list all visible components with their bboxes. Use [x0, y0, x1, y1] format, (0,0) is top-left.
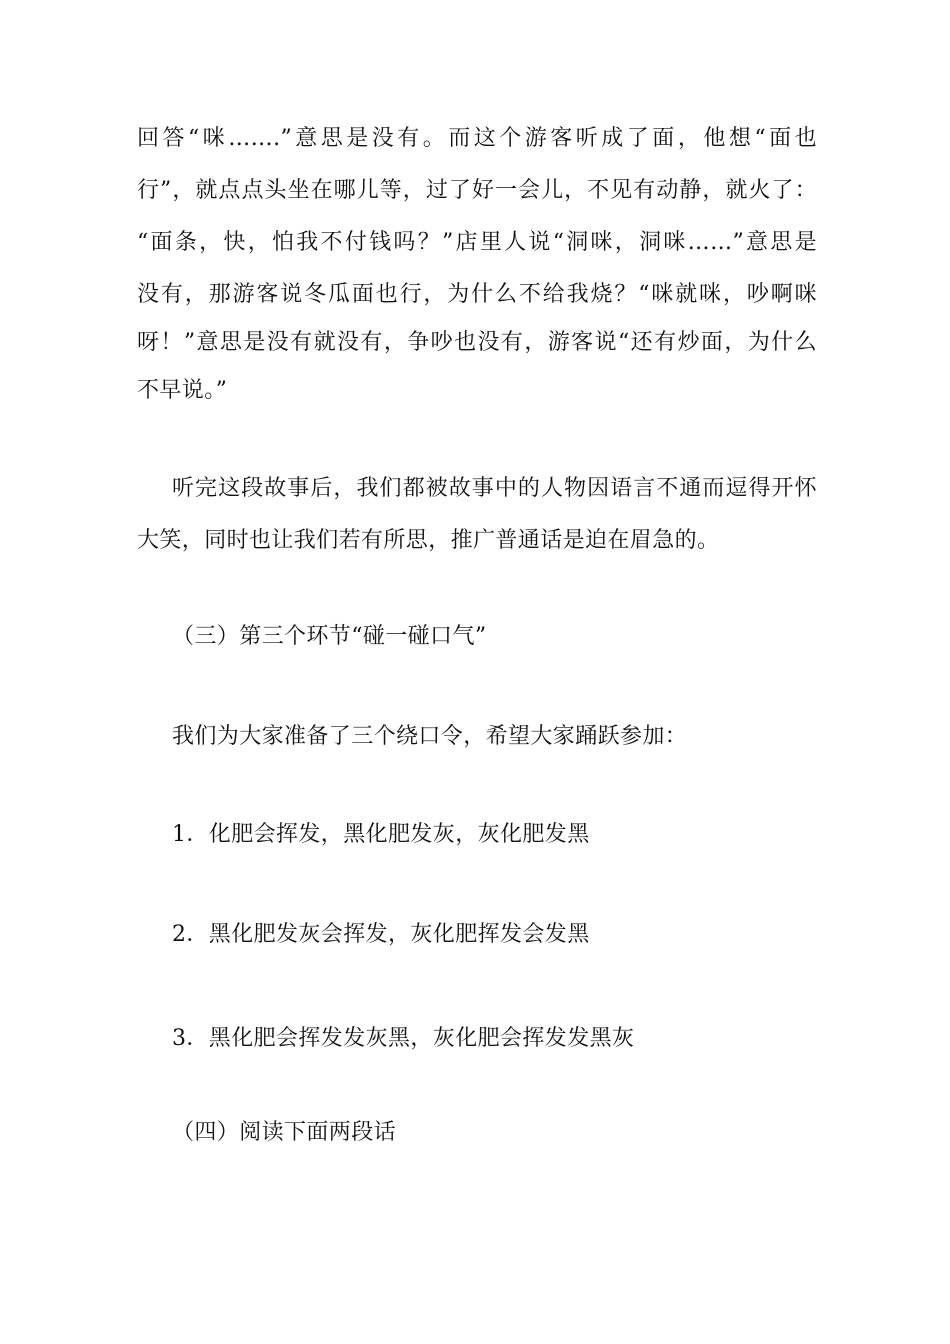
section-3-heading: （三）第三个环节“碰一碰口气” [172, 624, 487, 649]
section-4-heading: （四）阅读下面两段话 [172, 1120, 397, 1145]
section-3-intro: 我们为大家准备了三个绕口令，希望大家踊跃参加： [172, 724, 688, 749]
paragraph-1-line-6: 不早说。” [137, 378, 228, 403]
paragraph-1-line-2: 行”，就点点头坐在哪儿等，过了好一会儿，不见有动静，就火了： [137, 178, 817, 203]
paragraph-1-line-1: 回答“咪…….”意思是没有。而这个游客听成了面，他想“面也 [137, 126, 817, 151]
tongue-twister-1: 1．化肥会挥发，黑化肥发灰，灰化肥发黑 [172, 822, 590, 847]
paragraph-2-line-1: 听完这段故事后，我们都被故事中的人物因语言不通而逗得开怀 [172, 476, 817, 501]
tongue-twister-2: 2．黑化肥发灰会挥发，灰化肥挥发会发黑 [172, 922, 590, 947]
paragraph-1-line-4: 没有，那游客说冬瓜面也行，为什么不给我烧？“咪就咪，吵啊咪 [137, 282, 817, 307]
paragraph-1-line-3: “面条，快，怕我不付钱吗？”店里人说“洞咪，洞咪……”意思是 [137, 230, 817, 255]
paragraph-1-line-5: 呀！”意思是没有就没有，争吵也没有，游客说“还有炒面，为什么 [137, 330, 817, 355]
tongue-twister-3: 3．黑化肥会挥发发灰黑，灰化肥会挥发发黑灰 [172, 1026, 635, 1051]
paragraph-2-line-2: 大笑，同时也让我们若有所思，推广普通话是迫在眉急的。 [137, 528, 720, 553]
